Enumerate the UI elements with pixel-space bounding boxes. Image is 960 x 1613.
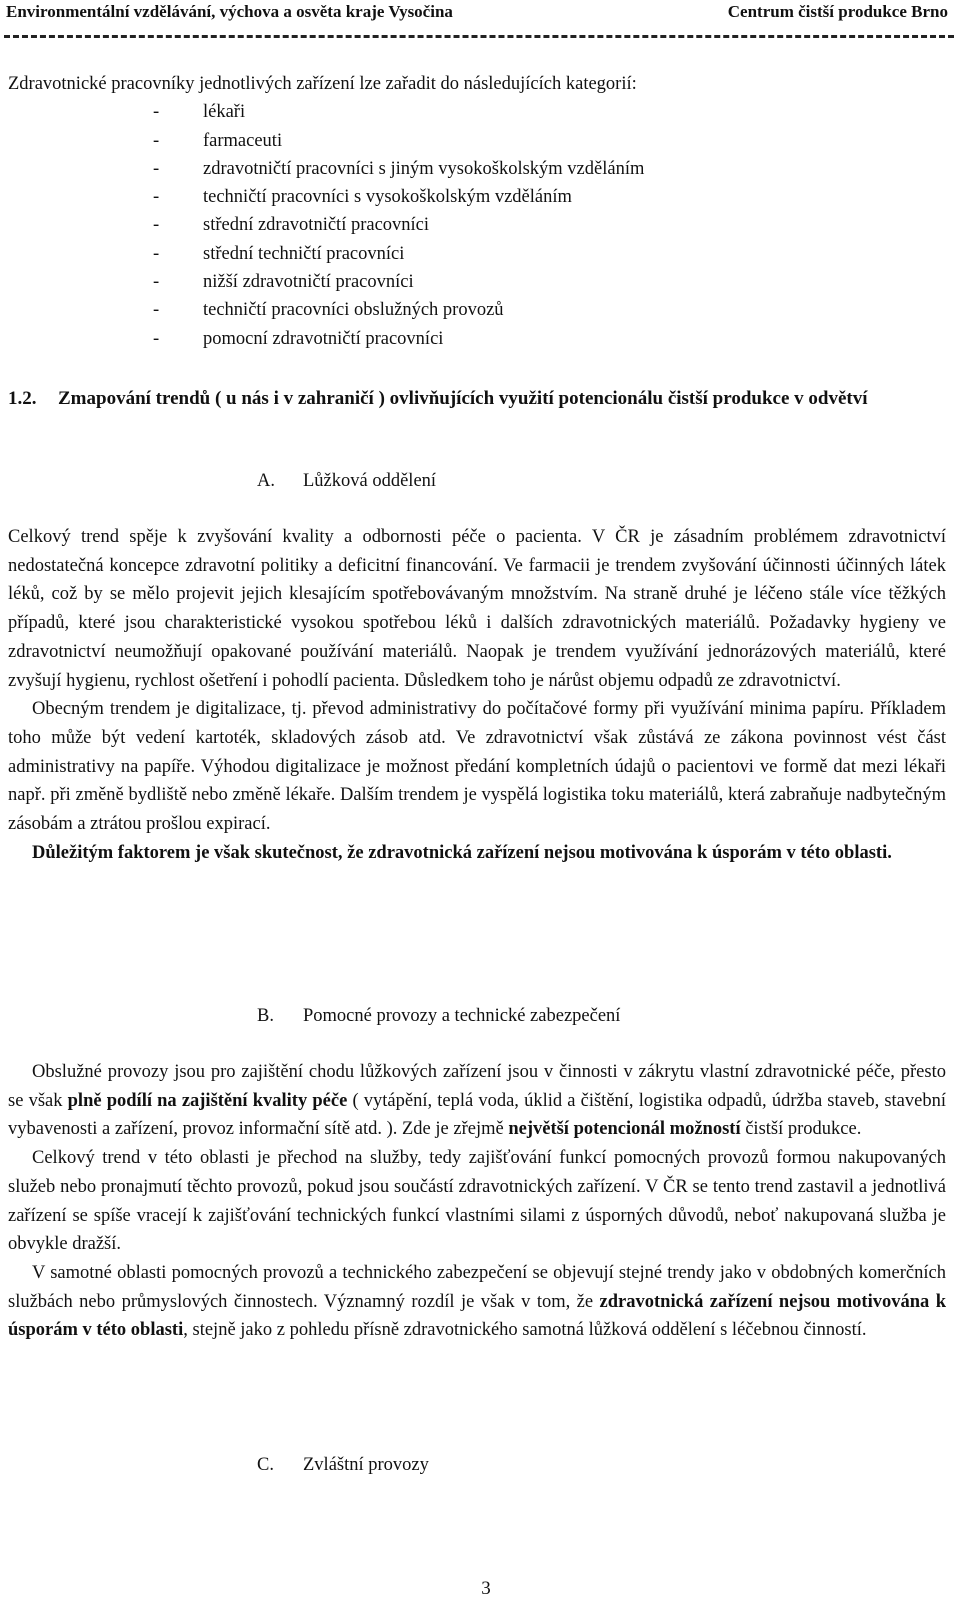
- header-left-title: Environmentální vzdělávání, výchova a osvěta kraje Vysočina: [6, 2, 453, 21]
- subsection-b-letter: B.: [257, 1006, 274, 1026]
- section-number: 1.2.: [8, 388, 37, 409]
- list-item-text: farmaceuti: [203, 131, 283, 151]
- list-item-text: zdravotničtí pracovníci s jiným vysokoškolským vzděláním: [203, 159, 645, 179]
- paragraph: Obecným trendem je digitalizace, tj. převod administrativy do počítačové formy při využívání minima papíru. Příkladem toho může být vedení kartoték, skladových zásob atd. Ve zdravotnictví však zůstává ze zákona povinnost vést část administrativy na papíře. Výhodou digitalizace je možnost předání kompletních údajů o pacientovi ve formě dat mezi lékaři např. při změně bydliště nebo změně lékaře. Dalším trendem je vyspělá logistika toku materiálů, která zabraňuje nadbytečným zásobám a ztrátou prošlou expirací.: [8, 699, 946, 835]
- list-item-text: střední techničtí pracovníci: [203, 244, 405, 264]
- header-divider: [4, 35, 954, 60]
- list-item-text: střední zdravotničtí pracovníci: [203, 215, 430, 235]
- page-number: 3: [481, 1578, 491, 1599]
- subsection-b-body: [8, 1058, 946, 1345]
- subsection-c-letter: C.: [257, 1455, 274, 1475]
- subsection-a-letter: A.: [257, 471, 275, 491]
- bold-phrase: zdravotnická zařízení nejsou motivována k úsporám v této oblasti: [8, 1291, 946, 1341]
- list-item-text: nižší zdravotničtí pracovníci: [203, 272, 414, 292]
- list-item-text: techničtí pracovníci s vysokoškolským vzděláním: [203, 187, 572, 207]
- paragraph: Celkový trend v této oblasti je přechod na služby, tedy zajišťování funkcí pomocných provozů formou nakupovaných služeb nebo pronajmutí těchto provozů, pokud jsou součástí zdravotnických zařízení. V ČR se tento trend zastavil a jednotlivá zařízení se spíše vracejí k zajišťování technických funkcí vlastními silami z úsporných důvodů, neboť nakupovaná služba je obvykle dražší.: [8, 1148, 946, 1255]
- bold-phrase: plně podílí na zajištění kvality péče: [67, 1090, 348, 1111]
- list-item-text: lékaři: [203, 102, 246, 122]
- list-item-text: techničtí pracovníci obslužných provozů: [203, 300, 504, 320]
- subsection-b-title: Pomocné provozy a technické zabezpečení: [303, 1006, 621, 1026]
- paragraph: V samotné oblasti pomocných provozů a technického zabezpečení se objevují stejné trendy jako v obdobných komerčních službách nebo průmyslových činnostech. Významný rozdíl je však v tom, že zdravotnická zařízení nejsou motivována k úsporám v této oblasti, stejně jako z pohledu přísně zdravotnického samotná lůžková oddělení s léčebnou činností.: [8, 1262, 946, 1341]
- subsection-a-body: [8, 523, 946, 867]
- bold-phrase: největší potencionál možností: [508, 1119, 741, 1140]
- header-right-title: Centrum čistší produkce Brno: [727, 2, 948, 21]
- page-header: [6, 0, 954, 24]
- paragraph: Obslužné provozy jsou pro zajištění chodu lůžkových zařízení jsou v činnosti v zákrytu vlastní zdravotnické péče, přesto se však plně podílí na zajištění kvality péče ( vytápění, teplá voda, úklid a čištění, logistika odpadů, údržba staveb, stavební vybavenosti a zařízení, provoz informační sítě atd. ). Zde je zřejmě největší potencionál možností čistší produkce.: [8, 1062, 946, 1140]
- section-title: Zmapování trendů ( u nás i v zahraničí ) ovlivňujících využití potencionálu čistší produkce v odvětví: [58, 388, 868, 409]
- subsection-a-title: Lůžková oddělení: [303, 471, 437, 491]
- paragraph: Celkový trend spěje k zvyšování kvality a odbornosti péče o pacienta. V ČR je zásadním problémem zdravotnictví nedostatečná koncepce zdravotní politiky a deficitní financování. Ve farmacii je trendem zvyšování účinnosti účinných látek léků, což by se mělo projevit jejich klesajícím spotřebovávaným množstvím. Na straně druhé je léčeno stále více těžkých případů, které jsou charakteristické vysokou spotřebou léků i dalších zdravotnických materiálů. Požadavky hygieny ve zdravotnictví neumožňují opakované používání materiálů. Naopak je trendem využívání jednorázových materiálů, které zvyšují hygienu, rychlost ošetření i pohodlí pacienta. Důsledkem toho je nárůst objemu odpadů ze zdravotnictví.: [8, 527, 946, 691]
- subsection-c-title: Zvláštní provozy: [303, 1455, 429, 1475]
- paragraph-emphasis: Důležitým faktorem je však skutečnost, že zdravotnická zařízení nejsou motivována k úsporám v této oblasti.: [32, 842, 892, 863]
- list-item-text: pomocní zdravotničtí pracovníci: [203, 329, 444, 349]
- document-page: Environmentální vzdělávání, výchova a osvěta kraje Vysočina Centrum čistší produkce Brno Zdravotnické pracovníky jednotlivých zařízení lze zařadit do následujících kategorií: - lékaři - farmaceuti - zdravotničtí pracovníci s jiným vysokoškolským vzděláním - techničtí pracovníci s vysokoškolským vzděláním - střední zdravotničtí pracovníci - střední techničtí pracovníci - nižší zdravotničtí pracovníci - techničtí pracovníci obslužných provozů - pomocní zdravotničtí pracovníci 1.2. Zmapování trendů ( u nás i v zahraničí ) ovlivňujících využití potencionálu čistší produkce v odvětví A. Lůžková oddělení Celkový trend spěje k zvyšování kvality a odbornosti péče o pacienta. V ČR je zásadním problémem zdravotnictví nedostatečná koncepce zdravotní politiky a deficitní financování. Ve farmacii je trendem zvyšování účinnosti účinných látek léků, což by se mělo projevit jejich klesajícím spotřebovávaným množstvím. Na straně druhé je léčeno stále více těžkých případů, které jsou charakteristické vysokou spotřebou léků i dalších zdravotnických materiálů. Požadavky hygieny ve zdravotnictví neumožňují opakované používání materiálů. Naopak je trendem využívání jednorázových materiálů, které zvyšují hygienu, rychlost ošetření i pohodlí pacienta. Důsledkem toho je nárůst objemu odpadů ze zdravotnictví. Obecným trendem je digitalizace, tj. převod administrativy do počítačové formy při využívání minima papíru. Příkladem toho může být vedení kartoték, skladových zásob atd. Ve zdravotnictví však zůstává ze zákona povinnost vést část administrativy na papíře. Výhodou digitalizace je možnost předání kompletních údajů o pacientovi ve formě dat mezi lékaři např. při změně bydliště nebo změně lékaře. Dalším trendem je vyspělá logistika toku materiálů, která zabraňuje nadbytečným zásobám a ztrátou prošlou expirací. Důležitým faktorem je však skutečnost, že zdravotnická zařízení nejsou motivována k úsporám v této oblasti. B. Pomocné provozy a technické zabezpečení Obslužné provozy jsou pro zajištění chodu lůžkových zařízení jsou v činnosti v zákrytu vlastní zdravotnické péče, přesto se však plně podílí na zajištění kvality péče ( vytápění, teplá voda, úklid a čištění, logistika odpadů, údržba staveb, stavební vybavenosti a zařízení, provoz informační sítě atd. ). Zde je zřejmě největší potencionál možností čistší produkce. Celkový trend v této oblasti je přechod na služby, tedy zajišťování funkcí pomocných provozů formou nakupovaných služeb nebo pronajmutí těchto provozů, pokud jsou součástí zdravotnických zařízení. V ČR se tento trend zastavil a jednotlivá zařízení se spíše vracejí k zajišťování technických funkcí vlastními silami z úsporných důvodů, neboť nakupovaná služba je obvykle dražší. V samotné oblasti pomocných provozů a technického zabezpečení se objevují stejné trendy jako v obdobných komerčních službách nebo průmyslových činnostech. Významný rozdíl je však v tom, že zdravotnická zařízení nejsou motivována k úsporám v této oblasti, stejně jako z pohledu přísně zdravotnického samotná lůžková oddělení s léčebnou činností. C. Zvláštní provozy 3: [0, 0, 960, 1613]
- intro-text: Zdravotnické pracovníky jednotlivých zařízení lze zařadit do následujících kategorií:: [8, 74, 637, 94]
